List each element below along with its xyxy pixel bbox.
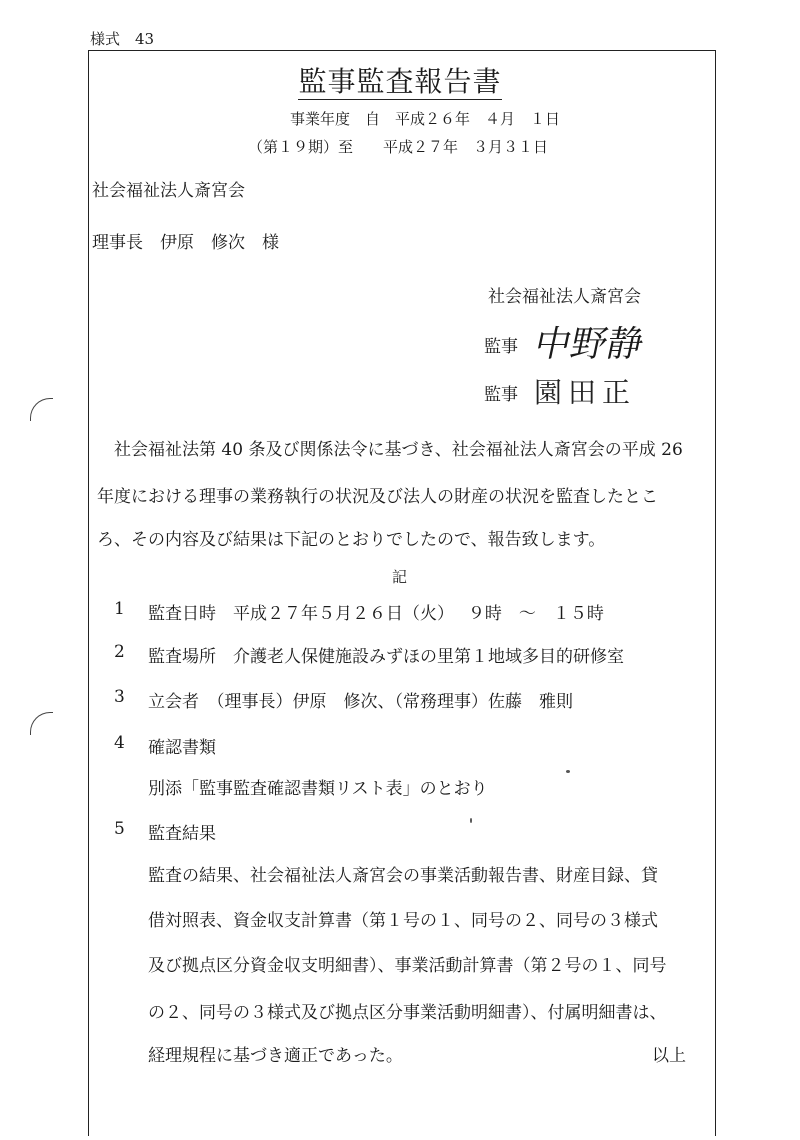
item-4-detail: 別添「監事監査確認書類リスト表」のとおり xyxy=(148,779,488,799)
item-1-text: 監査日時 平成２７年５月２６日（火） ９時 ～ １５時 xyxy=(148,604,604,624)
document-title-text: 監事監査報告書 xyxy=(298,65,502,98)
signature-1-text: 中野静 xyxy=(530,322,648,365)
item-5-text: 監査結果 xyxy=(148,824,216,844)
item-3-text: 立会者 （理事長）伊原 修次、（常務理事）佐藤 雅則 xyxy=(148,692,573,712)
document-title xyxy=(0,60,800,100)
item-4-text: 確認書類 xyxy=(148,738,216,758)
signature-2-text: 園田正 xyxy=(534,376,637,409)
auditor-signature-2 xyxy=(530,364,670,420)
item-5-number: 5 xyxy=(114,819,125,839)
auditor-label-1: 監事 xyxy=(484,337,518,357)
scan-speck xyxy=(566,770,570,773)
item-5-line-4: の２、同号の３様式及び拠点区分事業活動明細書）、付属明細書は、 xyxy=(148,1003,667,1023)
item-3-number: 3 xyxy=(114,687,125,707)
fiscal-year-line-1: 事業年度 自 平成２６年 ４月 １日 xyxy=(290,110,561,128)
item-1-number: 1 xyxy=(114,599,125,619)
form-number: 様式 43 xyxy=(90,30,155,48)
auditor-label-2: 監事 xyxy=(484,385,518,405)
punch-hole-top xyxy=(30,398,53,421)
item-2-text: 監査場所 介護老人保健施設みずほの里第１地域多目的研修室 xyxy=(148,647,624,667)
body-line-2: 年度における理事の業務執行の状況及び法人の財産の状況を監査したとこ xyxy=(97,487,658,507)
auditor-signature-1 xyxy=(530,312,670,372)
item-5-line-5: 経理規程に基づき適正であった。 xyxy=(148,1046,403,1066)
body-line-1: 社会福祉法第 40 条及び関係法令に基づき、社会福祉法人斎宮会の平成 26 xyxy=(114,440,683,460)
issuer-organization: 社会福祉法人斎宮会 xyxy=(488,287,641,307)
punch-hole-bottom xyxy=(30,712,53,735)
ki-marker: 記 xyxy=(392,568,408,586)
item-5-line-2: 借対照表、資金収支計算書（第１号の１、同号の２、同号の３様式 xyxy=(148,911,658,931)
body-line-3: ろ、その内容及び結果は下記のとおりでしたので、報告致します。 xyxy=(97,530,606,550)
scan-speck xyxy=(470,818,472,823)
item-5-line-3: 及び拠点区分資金収支明細書）、事業活動計算書（第２号の１、同号 xyxy=(148,956,667,976)
closing-mark: 以上 xyxy=(652,1046,686,1066)
item-5-line-1: 監査の結果、社会福祉法人斎宮会の事業活動報告書、財産目録、貸 xyxy=(148,866,658,886)
item-4-number: 4 xyxy=(114,733,125,753)
fiscal-year-line-2: （第１９期）至 平成２７年 ３月３１日 xyxy=(248,138,549,156)
addressee-name: 理事長 伊原 修次 様 xyxy=(92,233,279,253)
addressee-organization: 社会福祉法人斎宮会 xyxy=(92,181,245,201)
item-2-number: 2 xyxy=(114,642,125,662)
